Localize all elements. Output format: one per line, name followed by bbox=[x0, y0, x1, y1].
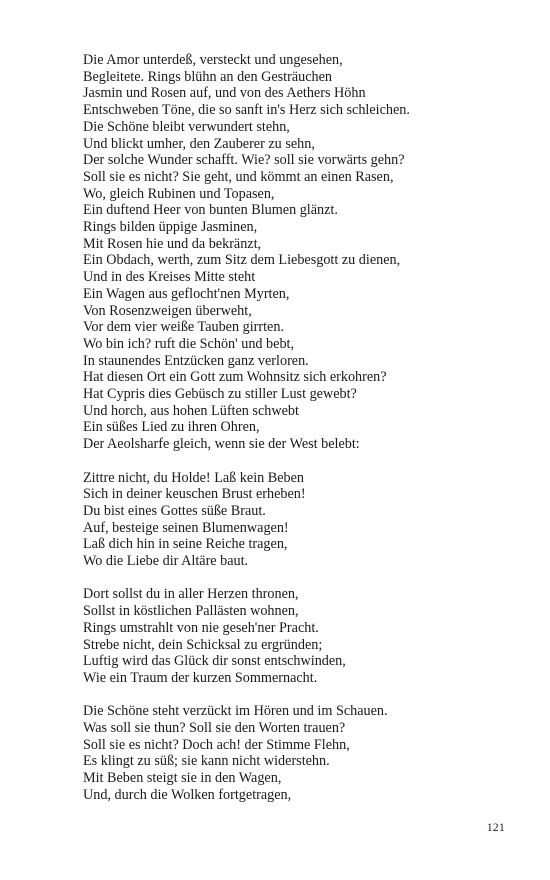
poem-line: Wo, gleich Rubinen und Topasen, bbox=[83, 185, 275, 202]
poem-line: Mit Beben steigt sie in den Wagen, bbox=[83, 770, 282, 787]
stanza bbox=[83, 470, 523, 570]
page-number: 121 bbox=[486, 822, 505, 834]
poem-line: Die Amor unterdeß, versteckt und ungesehen, bbox=[83, 52, 343, 68]
poem-line: Ein duftend Heer von bunten Blumen glänzt. bbox=[83, 202, 338, 219]
poem-line: Ein Obdach, werth, zum Sitz dem Liebesgott zu dienen, bbox=[83, 252, 401, 269]
poem-line: Rings bilden üppige Jasminen, bbox=[83, 219, 258, 236]
poem-line: Ein süßes Lied zu ihren Ohren, bbox=[83, 419, 260, 436]
poem-line: Soll sie es nicht? Doch ach! der Stimme Flehn, bbox=[83, 736, 350, 753]
poem-line: Laß dich hin in seine Reiche tragen, bbox=[83, 536, 288, 553]
poem-line: Auf, besteige seinen Blumenwagen! bbox=[83, 519, 289, 536]
poem-line: Soll sie es nicht? Sie geht, und kömmt an einen Rasen, bbox=[83, 168, 394, 185]
poem-line: Begleitete. Rings blühn an den Gesträuchen bbox=[83, 68, 333, 85]
poem-line: Vor dem vier weiße Tauben girrten. bbox=[83, 319, 284, 336]
poem-line: Mit Rosen hie und da bekränzt, bbox=[83, 235, 262, 252]
poem-line: Strebe nicht, dein Schicksal zu ergründen; bbox=[83, 636, 323, 653]
poem-line: Die Schöne steht verzückt im Hören und im Schauen. bbox=[83, 703, 388, 720]
stanza bbox=[83, 703, 523, 803]
poem-line: Du bist eines Gottes süße Braut. bbox=[83, 502, 266, 519]
poem-line: Es klingt zu süß; sie kann nicht widerstehn. bbox=[83, 753, 330, 770]
poem-line: Und, durch die Wolken fortgetragen, bbox=[83, 786, 292, 803]
poem-line: Wie ein Traum der kurzen Sommernacht. bbox=[83, 669, 318, 686]
poem-line: In staunendes Entzücken ganz verloren. bbox=[83, 352, 309, 369]
poem-line: Und horch, aus hohen Lüften schwebt bbox=[83, 402, 299, 419]
poem-line: Die Schöne bleibt verwundert stehn, bbox=[83, 118, 290, 135]
poem-line: Zittre nicht, du Holde! Laß kein Beben bbox=[83, 469, 305, 486]
poem-line: Sollst in köstlichen Pallästen wohnen, bbox=[83, 603, 299, 620]
poem-line: Jasmin und Rosen auf, und von des Aethers Höhn bbox=[83, 85, 366, 102]
stanza bbox=[83, 586, 523, 686]
poem-line: Rings umstrahlt von nie geseh'ner Pracht. bbox=[83, 619, 319, 636]
poem-text bbox=[83, 52, 523, 804]
poem-line: Wo bin ich? ruft die Schön' und bebt, bbox=[83, 335, 295, 352]
poem-line: Und blickt umher, den Zauberer zu sehn, bbox=[83, 135, 315, 152]
poem-line: Wo die Liebe dir Altäre baut. bbox=[83, 553, 249, 570]
poem-line: Entschweben Töne, die so sanft in's Herz sich schleichen. bbox=[83, 102, 410, 119]
poem-line: Was soll sie thun? Soll sie den Worten trauen? bbox=[83, 720, 346, 737]
poem-line: Der solche Wunder schafft. Wie? soll sie vorwärts gehn? bbox=[83, 152, 405, 169]
stanza bbox=[83, 52, 523, 453]
poem-line: Und in des Kreises Mitte steht bbox=[83, 269, 256, 286]
poem-line: Ein Wagen aus geflocht'nen Myrten, bbox=[83, 285, 290, 302]
poem-line: Von Rosenzweigen überweht, bbox=[83, 302, 252, 319]
poem-line: Hat Cypris dies Gebüsch zu stiller Lust gewebt? bbox=[83, 386, 357, 403]
poem-line: Der Aeolsharfe gleich, wenn sie der West belebt: bbox=[83, 436, 360, 453]
poem-line: Luftig wird das Glück dir sonst entschwinden, bbox=[83, 653, 346, 670]
poem-line: Dort sollst du in aller Herzen thronen, bbox=[83, 586, 299, 603]
poem-line: Hat diesen Ort ein Gott zum Wohnsitz sich erkohren? bbox=[83, 369, 387, 386]
poem-line: Sich in deiner keuschen Brust erheben! bbox=[83, 486, 306, 503]
